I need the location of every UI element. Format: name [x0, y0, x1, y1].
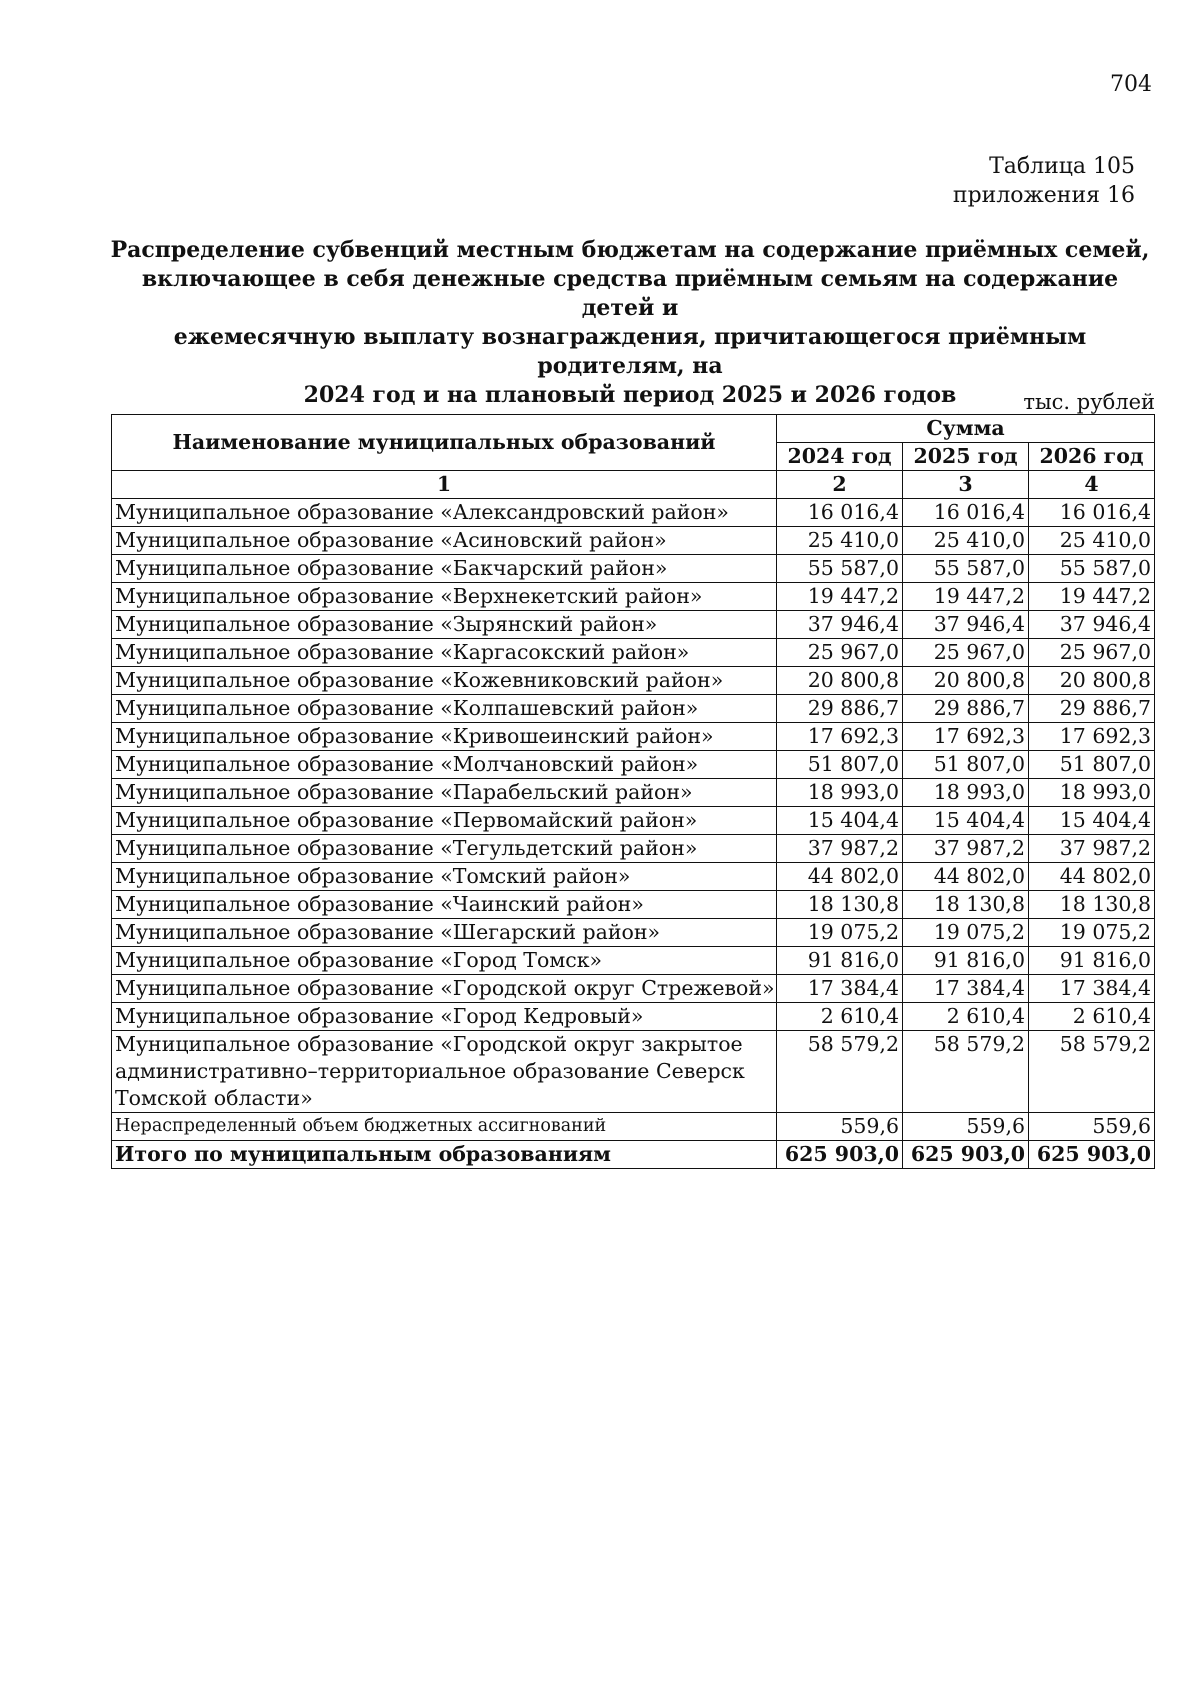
row-value-2026: 16 016,4 [1029, 499, 1155, 527]
row-value-2024: 58 579,2 [777, 1031, 903, 1113]
row-value-2025: 20 800,8 [903, 667, 1029, 695]
row-name: Муниципальное образование «Парабельский район» [112, 779, 777, 807]
row-value-2024: 37 987,2 [777, 835, 903, 863]
row-value-2024: 25 967,0 [777, 639, 903, 667]
header-name: Наименование муниципальных образований [112, 415, 777, 471]
row-value-2025: 17 692,3 [903, 723, 1029, 751]
row-value-2024: 51 807,0 [777, 751, 903, 779]
row-value-2026: 19 447,2 [1029, 583, 1155, 611]
row-value-2026: 19 075,2 [1029, 919, 1155, 947]
unallocated-name: Нераспределенный объем бюджетных ассигнований [112, 1113, 777, 1141]
table-reference [953, 152, 1135, 210]
row-name: Муниципальное образование «Молчановский район» [112, 751, 777, 779]
row-value-2025: 16 016,4 [903, 499, 1029, 527]
total-row [112, 1141, 1155, 1169]
column-number: 2 [777, 471, 903, 499]
table-row [112, 527, 1155, 555]
row-value-2024: 2 610,4 [777, 1003, 903, 1031]
header-year-2025: 2025 год [903, 443, 1029, 471]
row-name: Муниципальное образование «Чаинский район» [112, 891, 777, 919]
unallocated-row [112, 1113, 1155, 1141]
row-value-2024: 18 993,0 [777, 779, 903, 807]
row-value-2025: 25 967,0 [903, 639, 1029, 667]
unallocated-value-2024: 559,6 [777, 1113, 903, 1141]
table-reference-line2: приложения 16 [952, 183, 1135, 208]
row-value-2024: 17 692,3 [777, 723, 903, 751]
row-value-2024: 37 946,4 [777, 611, 903, 639]
row-value-2025: 44 802,0 [903, 863, 1029, 891]
row-value-2025: 2 610,4 [903, 1003, 1029, 1031]
page-number: 704 [1110, 72, 1152, 97]
row-value-2026: 44 802,0 [1029, 863, 1155, 891]
table-row [112, 639, 1155, 667]
row-value-2025: 25 410,0 [903, 527, 1029, 555]
row-value-2026: 58 579,2 [1029, 1031, 1155, 1113]
document-title [110, 236, 1150, 410]
row-value-2026: 18 993,0 [1029, 779, 1155, 807]
table-row [112, 611, 1155, 639]
row-name: Муниципальное образование «Кривошеинский район» [112, 723, 777, 751]
header-sum: Сумма [777, 415, 1155, 443]
title-line1: Распределение субвенций местным бюджетам на содержание приёмных семей, [110, 237, 1150, 263]
row-value-2026: 20 800,8 [1029, 667, 1155, 695]
column-number: 3 [903, 471, 1029, 499]
row-name: Муниципальное образование «Городской округ Стрежевой» [112, 975, 777, 1003]
table-row [112, 891, 1155, 919]
row-value-2025: 19 075,2 [903, 919, 1029, 947]
row-value-2026: 29 886,7 [1029, 695, 1155, 723]
column-number: 4 [1029, 471, 1155, 499]
column-numbers-row [112, 471, 1155, 499]
unallocated-value-2025: 559,6 [903, 1113, 1029, 1141]
row-value-2025: 58 579,2 [903, 1031, 1029, 1113]
row-value-2024: 91 816,0 [777, 947, 903, 975]
row-value-2024: 19 447,2 [777, 583, 903, 611]
row-value-2025: 55 587,0 [903, 555, 1029, 583]
row-name: Муниципальное образование «Александровский район» [112, 499, 777, 527]
table-row [112, 695, 1155, 723]
unallocated-value-2026: 559,6 [1029, 1113, 1155, 1141]
table-reference-line1: Таблица 105 [989, 154, 1135, 179]
row-value-2025: 29 886,7 [903, 695, 1029, 723]
row-value-2024: 55 587,0 [777, 555, 903, 583]
row-value-2025: 18 993,0 [903, 779, 1029, 807]
table-row [112, 1031, 1155, 1113]
row-name: Муниципальное образование «Тегульдетский район» [112, 835, 777, 863]
row-value-2026: 18 130,8 [1029, 891, 1155, 919]
row-value-2024: 25 410,0 [777, 527, 903, 555]
row-value-2026: 91 816,0 [1029, 947, 1155, 975]
units-label: тыс. рублей [1023, 390, 1155, 414]
row-value-2025: 51 807,0 [903, 751, 1029, 779]
table-row [112, 947, 1155, 975]
row-value-2026: 37 987,2 [1029, 835, 1155, 863]
row-value-2026: 51 807,0 [1029, 751, 1155, 779]
row-value-2026: 37 946,4 [1029, 611, 1155, 639]
table-row [112, 583, 1155, 611]
table-row [112, 835, 1155, 863]
row-value-2026: 2 610,4 [1029, 1003, 1155, 1031]
row-value-2024: 18 130,8 [777, 891, 903, 919]
row-value-2024: 16 016,4 [777, 499, 903, 527]
table-row [112, 975, 1155, 1003]
row-value-2025: 19 447,2 [903, 583, 1029, 611]
total-value-2025: 625 903,0 [903, 1141, 1029, 1169]
row-value-2026: 25 410,0 [1029, 527, 1155, 555]
row-name: Муниципальное образование «Городской округ закрытое административно–территориальное образование Северск Томской области» [112, 1031, 777, 1113]
total-value-2026: 625 903,0 [1029, 1141, 1155, 1169]
title-line2: включающее в себя денежные средства приёмным семьям на содержание детей и [141, 266, 1119, 321]
title-line4: 2024 год и на плановый период 2025 и 2026 годов [303, 382, 957, 408]
title-line3: ежемесячную выплату вознаграждения, причитающегося приёмным родителям, на [173, 324, 1087, 379]
table-row [112, 807, 1155, 835]
column-number: 1 [112, 471, 777, 499]
row-value-2025: 37 987,2 [903, 835, 1029, 863]
row-value-2026: 17 384,4 [1029, 975, 1155, 1003]
row-value-2024: 19 075,2 [777, 919, 903, 947]
row-value-2026: 25 967,0 [1029, 639, 1155, 667]
row-name: Муниципальное образование «Первомайский район» [112, 807, 777, 835]
row-name: Муниципальное образование «Бакчарский район» [112, 555, 777, 583]
row-name: Муниципальное образование «Кожевниковский район» [112, 667, 777, 695]
table-row [112, 723, 1155, 751]
row-name: Муниципальное образование «Зырянский район» [112, 611, 777, 639]
row-value-2025: 17 384,4 [903, 975, 1029, 1003]
table-row [112, 667, 1155, 695]
row-value-2026: 17 692,3 [1029, 723, 1155, 751]
row-name: Муниципальное образование «Шегарский район» [112, 919, 777, 947]
table-row [112, 1003, 1155, 1031]
row-value-2025: 18 130,8 [903, 891, 1029, 919]
row-value-2024: 29 886,7 [777, 695, 903, 723]
row-name: Муниципальное образование «Асиновский район» [112, 527, 777, 555]
row-name: Муниципальное образование «Томский район» [112, 863, 777, 891]
table-row [112, 555, 1155, 583]
row-value-2026: 55 587,0 [1029, 555, 1155, 583]
row-value-2026: 15 404,4 [1029, 807, 1155, 835]
row-value-2024: 15 404,4 [777, 807, 903, 835]
row-name: Муниципальное образование «Город Томск» [112, 947, 777, 975]
table-row [112, 919, 1155, 947]
total-value-2024: 625 903,0 [777, 1141, 903, 1169]
row-value-2025: 91 816,0 [903, 947, 1029, 975]
row-value-2024: 17 384,4 [777, 975, 903, 1003]
row-value-2024: 44 802,0 [777, 863, 903, 891]
row-value-2025: 15 404,4 [903, 807, 1029, 835]
table-row [112, 779, 1155, 807]
total-name: Итого по муниципальным образованиям [112, 1141, 777, 1169]
header-year-2026: 2026 год [1029, 443, 1155, 471]
row-name: Муниципальное образование «Город Кедровый» [112, 1003, 777, 1031]
row-name: Муниципальное образование «Верхнекетский район» [112, 583, 777, 611]
row-name: Муниципальное образование «Колпашевский район» [112, 695, 777, 723]
table-row [112, 751, 1155, 779]
table-row [112, 863, 1155, 891]
row-value-2025: 37 946,4 [903, 611, 1029, 639]
row-value-2024: 20 800,8 [777, 667, 903, 695]
table-row [112, 499, 1155, 527]
budget-table [111, 414, 1155, 1169]
header-row [112, 415, 1155, 443]
header-year-2024: 2024 год [777, 443, 903, 471]
row-name: Муниципальное образование «Каргасокский район» [112, 639, 777, 667]
